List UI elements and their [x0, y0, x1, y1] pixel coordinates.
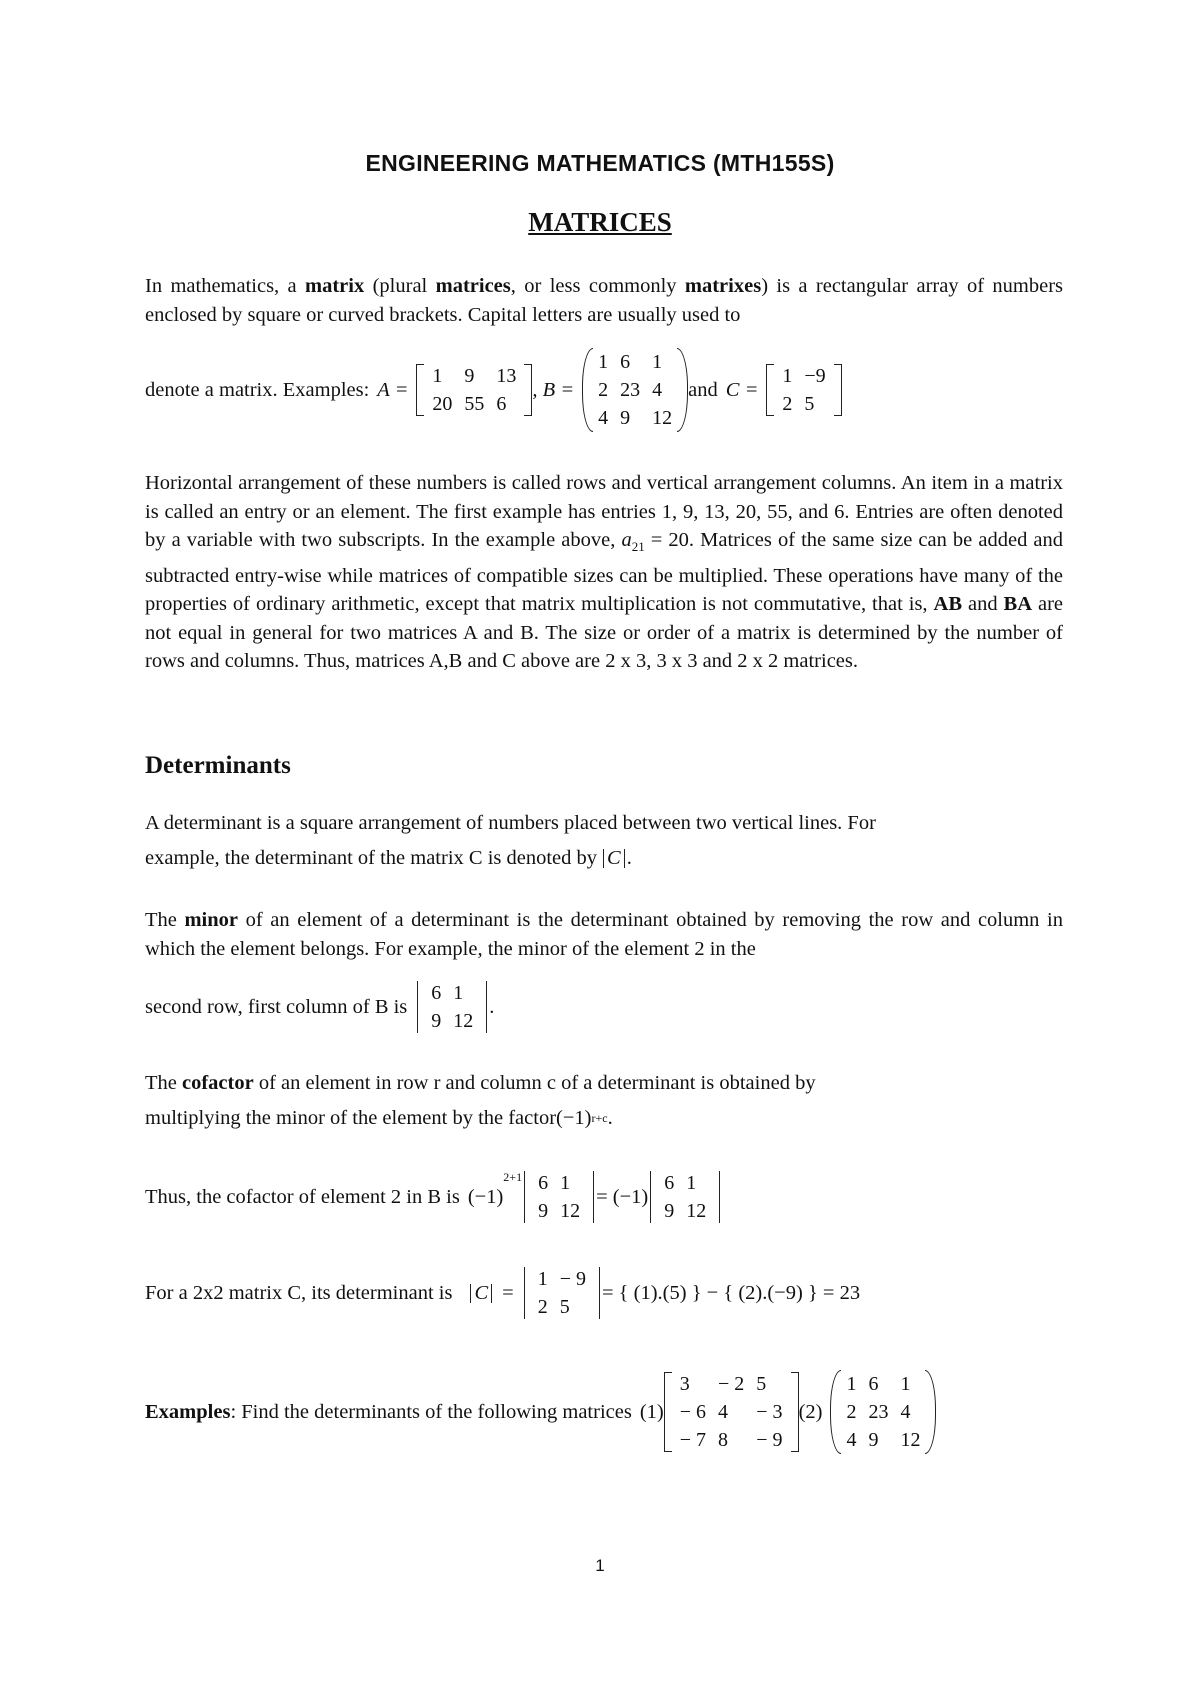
intro-paragraph: In mathematics, a matrix (plural matrices, or less commonly matrixes) is a rectangular array of numbers enclosed by square or curved brackets. Capital letters are usually used to: [145, 275, 1063, 326]
cofactor-line1: The cofactor of an element in row r and column c of a determinant is obtained by: [145, 1072, 816, 1094]
term-cofactor: cofactor: [182, 1072, 254, 1094]
matrix-description-paragraph: Horizontal arrangement of these numbers is called rows and vertical arrangement columns. An item in a matrix is called an entry or an element. The first example has entries 1, 9, 13, 20, 55, and 6. Entries are often denoted by a variable with two subscripts. In the example above, $a_{21} = 20$. Matrices of the same size can be added and subtracted entry-wise while matrices of compatible sizes can be multiplied. These operations have many of the properties of ordinary arithmetic, except that matrix multiplication is not commutative, that is, AB and BA are not equal in general for two matrices A and B. The size or order of a matrix is determined by the number of rows and columns. Thus, matrices A,B and C above are 2 x 3, 3 x 3 and 2 x 2 matrices.: [145, 472, 1064, 673]
term-matrix: matrix: [305, 275, 365, 297]
matrix-b: 1 6 1 2 23 4 4 9 12: [582, 348, 688, 432]
minor-paragraph: The minor of an element of a determinant is the determinant obtained by removing the row and column in which the element belongs. For example, the minor of the element 2 in the: [145, 909, 1063, 960]
term-matrixes: matrixes: [684, 275, 762, 297]
section-title: MATRICES: [528, 207, 672, 237]
det-2x2-line: For a 2x2 matrix C, its determinant is C = 1 − 9 2 5 = { (1).(5) } − { (2).(−9) } = 23: [145, 1258, 860, 1328]
matrix-c: 1 −9 2 5: [766, 362, 841, 418]
minor-example-line: second row, first column of B is 6 1 9 12 .: [145, 972, 494, 1042]
cofactor-example-line: Thus, the cofactor of element 2 in B is (−1) 2+1 6 1 9 12 = (−1) 6 1 9 12: [145, 1162, 722, 1232]
determinant-c: 1 − 9 2 5: [522, 1265, 602, 1321]
cofactor-determinant-1: 6 1 9 12: [522, 1169, 596, 1225]
cofactor-line2: multiplying the minor of the element by the factor (−1) r+c .: [145, 1106, 613, 1129]
term-matrices: matrices: [435, 275, 511, 297]
examples-line: denote a matrix. Examples: A = 1 9 13 20 55 6 , B = 1 6 1 2 23 4 4 9 12 and C = 1 −9 2 5: [145, 340, 842, 440]
page-number: 1: [595, 1556, 605, 1575]
minor-determinant: 6 1 9 12: [415, 979, 489, 1035]
det-intro-line2: example, the determinant of the matrix C is denoted by C .: [145, 846, 632, 869]
determinants-heading: Determinants: [145, 752, 291, 779]
term-minor: minor: [184, 909, 239, 931]
example-matrix-2: 1 6 1 2 23 4 4 9 12: [830, 1370, 936, 1454]
det-intro-line1: A determinant is a square arrangement of numbers placed between two vertical lines. For: [145, 812, 876, 834]
example-matrix-1: 3 − 2 5 − 6 4 − 3 − 7 8 − 9: [664, 1370, 799, 1454]
matrix-a: 1 9 13 20 55 6: [416, 362, 532, 418]
course-title: ENGINEERING MATHEMATICS (MTH155S): [365, 150, 835, 176]
examples-task-line: Examples : Find the determinants of the following matrices (1) 3 − 2 5 − 6 4 − 3 − 7 8 − 9 (2) 1 6 1 2 23 4 4 9 12: [145, 1356, 936, 1468]
cofactor-determinant-2: 6 1 9 12: [648, 1169, 722, 1225]
